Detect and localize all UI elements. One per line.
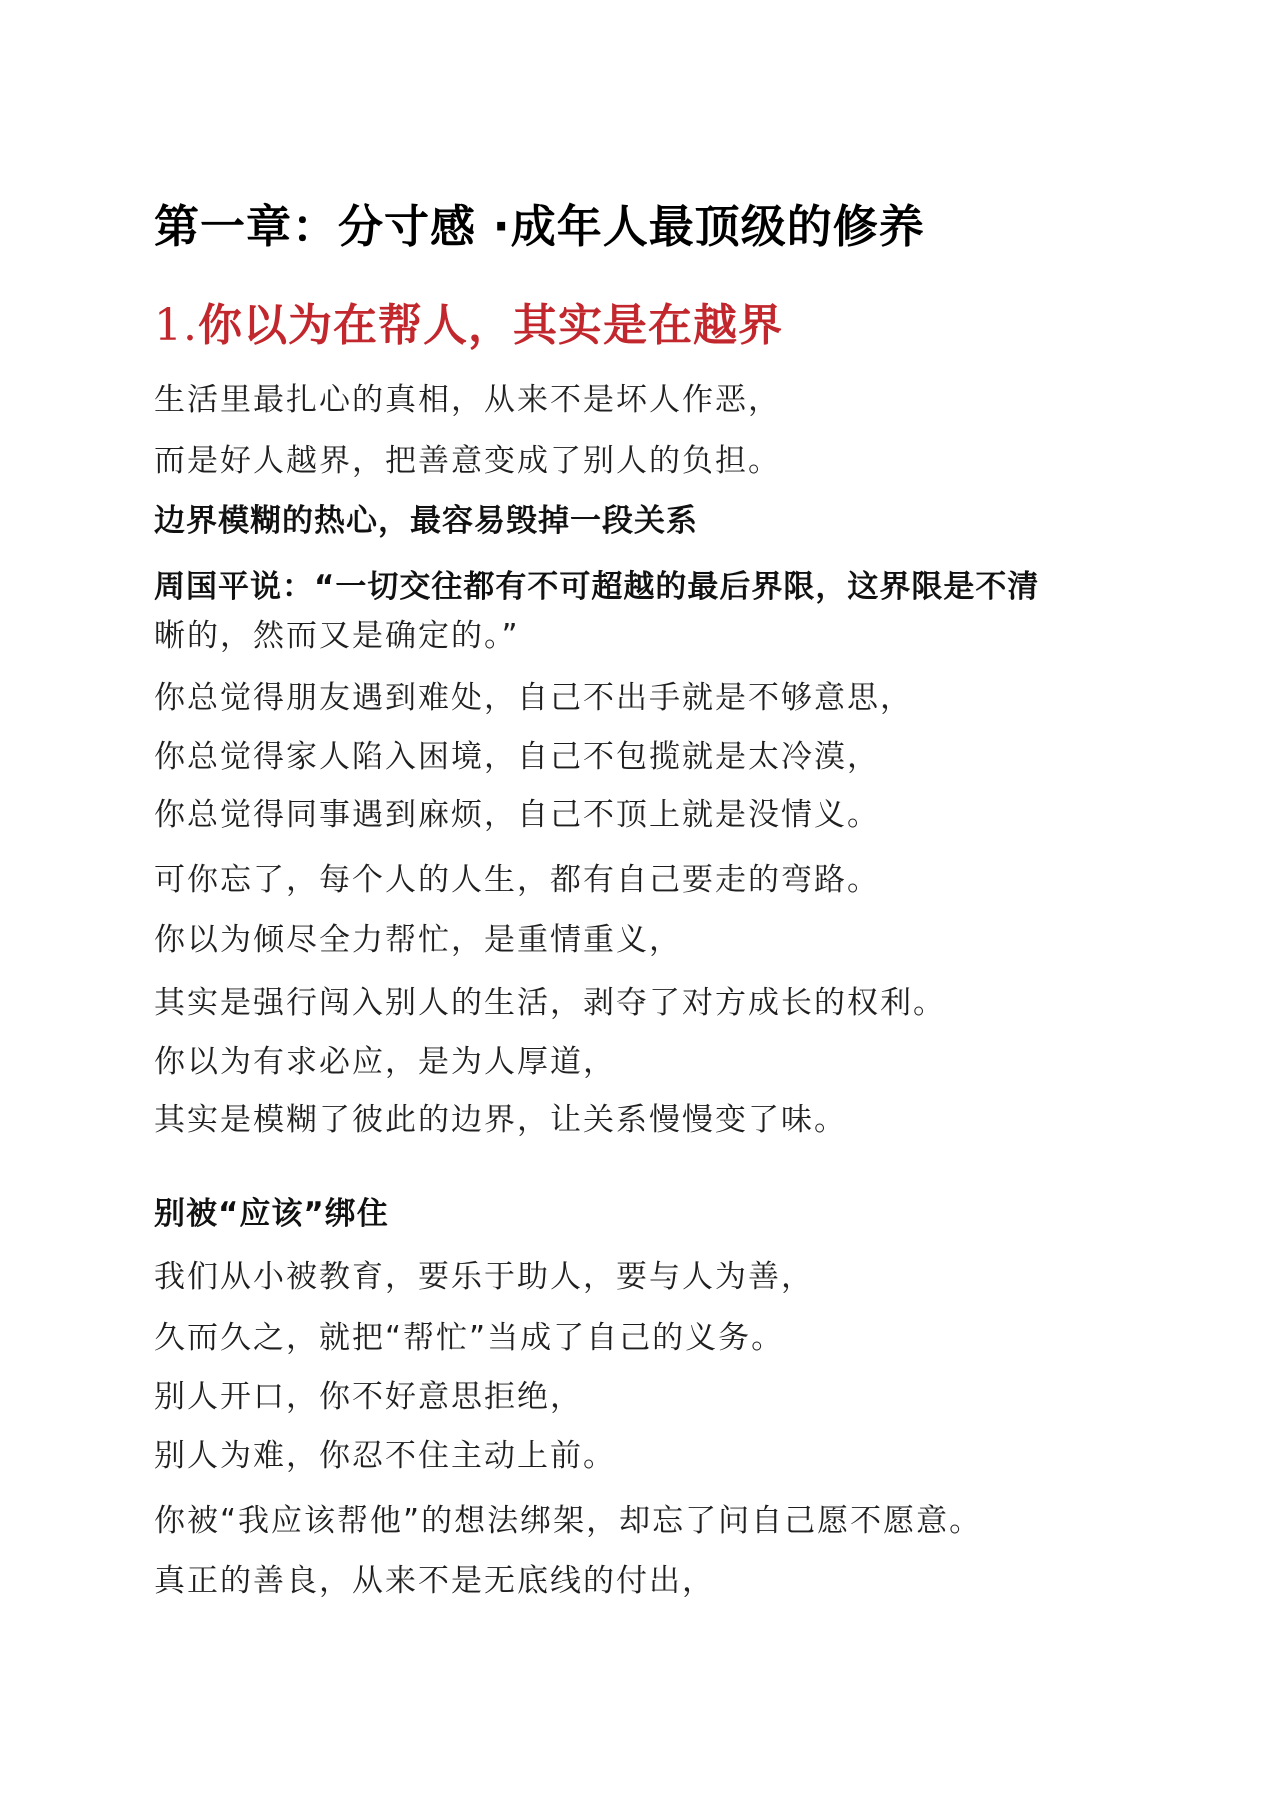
- body-line: 你总觉得朋友遇到难处，自己不出手就是不够意思，: [154, 680, 913, 716]
- quote-line-bold: 周国平说：“一切交往都有不可超越的最后界限，这界限是不清: [154, 569, 1040, 605]
- body-line: 我们从小被教育，要乐于助人，要与人为善，: [154, 1259, 814, 1295]
- chapter-title: 第一章：分寸感 ·成年人最顶级的修养: [154, 200, 925, 253]
- body-line: 你总觉得家人陷入困境，自己不包揽就是太冷漠，: [154, 739, 880, 775]
- body-line: 而是好人越界，把善意变成了别人的负担。: [154, 443, 781, 479]
- body-line: 你以为倾尽全力帮忙，是重情重义，: [154, 922, 682, 958]
- body-line: 其实是模糊了彼此的边界，让关系慢慢变了味。: [154, 1102, 847, 1138]
- subheading: 别被“应该”绑住: [154, 1196, 389, 1232]
- quote-line: 晰的，然而又是确定的。”: [154, 618, 520, 654]
- body-line: 别人为难，你忍不住主动上前。: [154, 1438, 616, 1474]
- body-line: 别人开口，你不好意思拒绝，: [154, 1379, 583, 1415]
- subheading: 边界模糊的热心，最容易毁掉一段关系: [154, 503, 698, 539]
- body-line: 真正的善良，从来不是无底线的付出，: [154, 1563, 715, 1599]
- body-line: 其实是强行闯入别人的生活，剥夺了对方成长的权利。: [154, 985, 946, 1021]
- body-line: 可你忘了，每个人的人生，都有自己要走的弯路。: [154, 862, 880, 898]
- body-line: 生活里最扎心的真相，从来不是坏人作恶，: [154, 382, 781, 418]
- section-title: 你以为在帮人，其实是在越界: [197, 300, 783, 351]
- section-heading: [154, 300, 783, 353]
- body-line: 你被“我应该帮他”的想法绑架，却忘了问自己愿不愿意。: [154, 1503, 983, 1539]
- body-line: 久而久之，就把“帮忙”当成了自己的义务。: [154, 1320, 785, 1356]
- body-line: 你总觉得同事遇到麻烦，自己不顶上就是没情义。: [154, 797, 880, 833]
- body-line: 你以为有求必应，是为人厚道，: [154, 1044, 616, 1080]
- section-number: 1.: [154, 300, 198, 351]
